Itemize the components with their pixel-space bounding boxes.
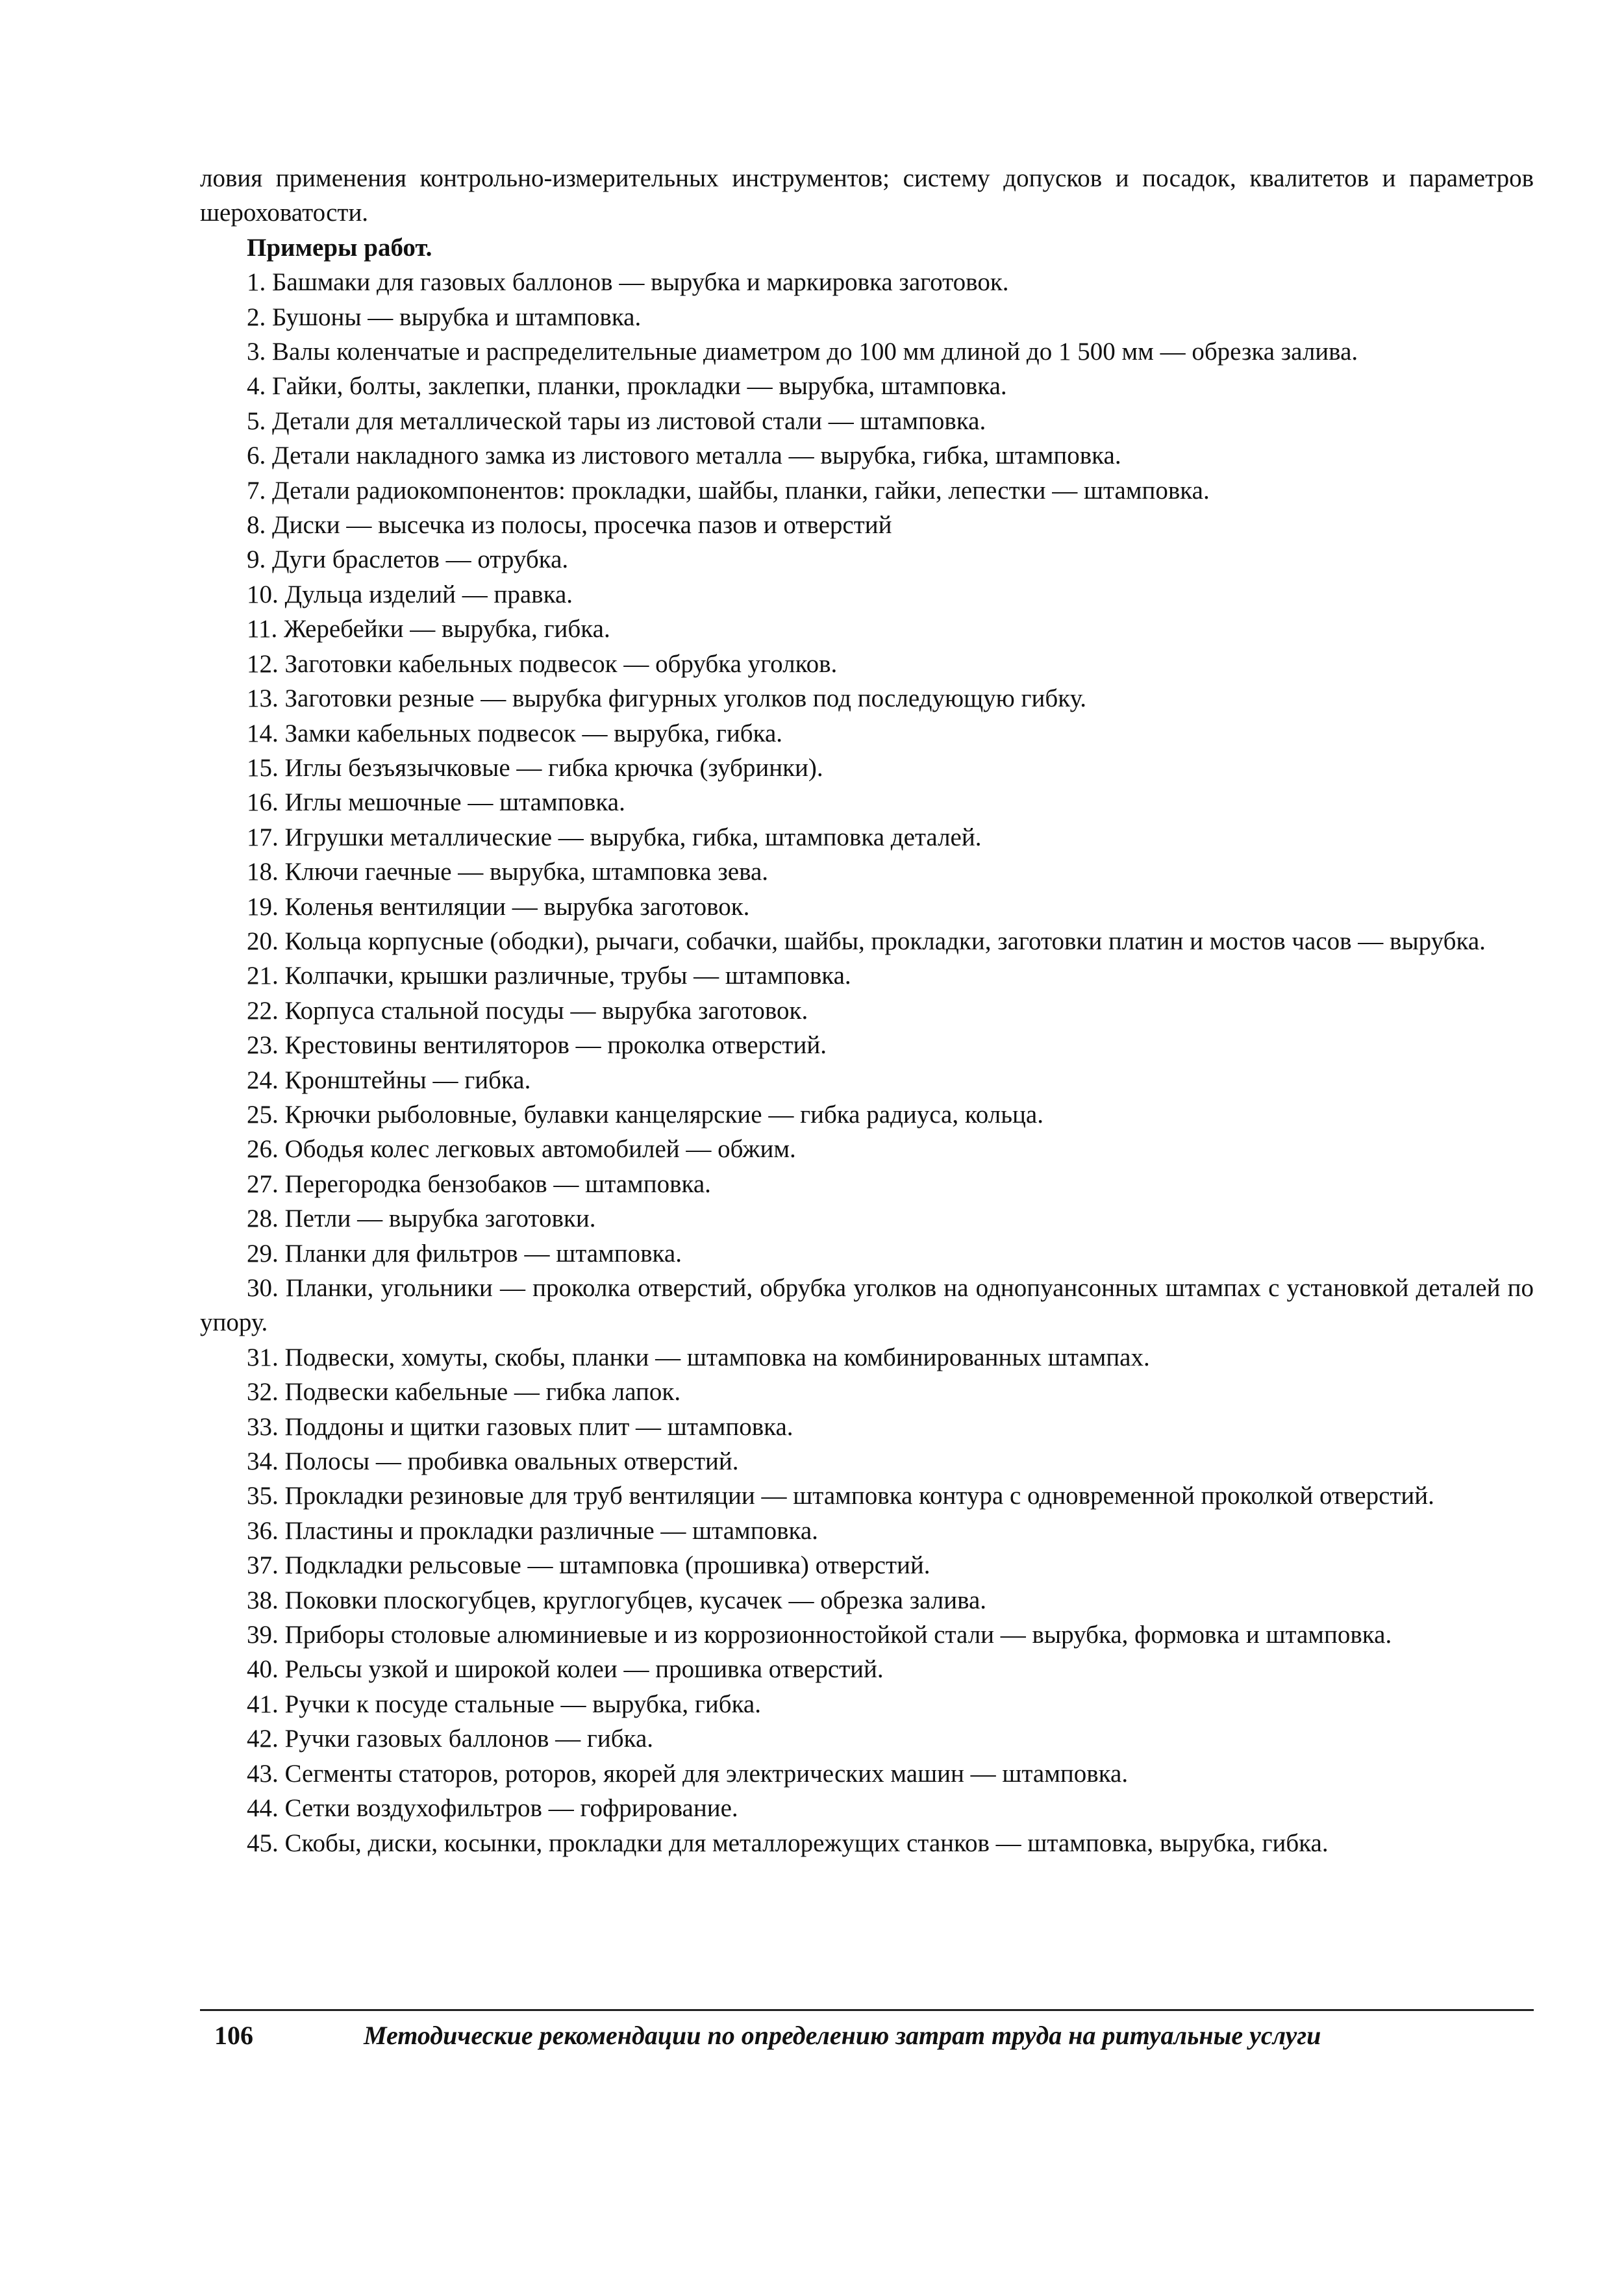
list-item: 11. Жеребейки — вырубка, гибка. xyxy=(247,615,610,644)
list-item: 14. Замки кабельных подвесок — вырубка, гибка. xyxy=(247,719,783,747)
list-item: 30. Планки, угольники — проколка отверстий, обрубка уголков на однопуансонных штампах с установкой деталей по упору. xyxy=(200,1274,1534,1337)
intro-paragraph: ловия применения контрольно-измерительных инструментов; систему допусков и посадок, квалитетов и параметров шероховатости. xyxy=(200,164,1534,227)
examples-list xyxy=(200,265,1534,1860)
page-number: 106 xyxy=(214,2021,253,2050)
list-item: 6. Детали накладного замка из листового металла — вырубка, гибка, штамповка. xyxy=(247,442,1121,470)
list-item: 10. Дульца изделий — правка. xyxy=(247,580,573,608)
list-item: 32. Подвески кабельные — гибка лапок. xyxy=(247,1378,681,1406)
list-item: 44. Сетки воздухофильтров — гофрирование. xyxy=(247,1794,738,1823)
list-item: 2. Бушоны — вырубка и штамповка. xyxy=(247,303,642,331)
list-item: 31. Подвески, хомуты, скобы, планки — штамповка на комбинированных штампах. xyxy=(247,1343,1150,1371)
list-item: 16. Иглы мешочные — штамповка. xyxy=(247,788,625,817)
page-footer xyxy=(200,2016,1534,2055)
list-item: 22. Корпуса стальной посуды — вырубка заготовок. xyxy=(247,996,808,1025)
list-item: 25. Крючки рыболовные, булавки канцелярские — гибка радиуса, кольца. xyxy=(247,1100,1043,1129)
body-text xyxy=(200,161,1534,1860)
list-item: 18. Ключи гаечные — вырубка, штамповка зева. xyxy=(247,858,769,886)
list-item: 3. Валы коленчатые и распределительные диаметром до 100 мм длиной до 1 500 мм — обрезка залива. xyxy=(247,338,1358,366)
list-item: 20. Кольца корпусные (ободки), рычаги, собачки, шайбы, прокладки, заготовки платин и мостов часов — вырубка. xyxy=(247,927,1486,955)
list-item: 38. Поковки плоскогубцев, круглогубцев, кусачек — обрезка залива. xyxy=(247,1586,987,1614)
list-item: 7. Детали радиокомпонентов: прокладки, шайбы, планки, гайки, лепестки — штамповка. xyxy=(247,476,1210,505)
list-item: 9. Дуги браслетов — отрубка. xyxy=(247,545,569,574)
list-item: 26. Ободья колес легковых автомобилей — обжим. xyxy=(247,1135,796,1164)
list-item: 24. Кронштейны — гибка. xyxy=(247,1066,531,1094)
list-item: 35. Прокладки резиновые для труб вентиляции — штамповка контура с одновременной проколкой отверстий. xyxy=(247,1482,1434,1510)
list-item: 17. Игрушки металлические — вырубка, гибка, штамповка деталей. xyxy=(247,823,982,851)
list-item: 5. Детали для металлической тары из листовой стали — штамповка. xyxy=(247,406,986,435)
list-item: 33. Поддоны и щитки газовых плит — штамповка. xyxy=(247,1412,793,1441)
list-item: 45. Скобы, диски, косынки, прокладки для металлорежущих станков — штамповка, вырубка, гибка. xyxy=(247,1829,1329,1857)
list-item: 42. Ручки газовых баллонов — гибка. xyxy=(247,1725,654,1753)
list-item: 28. Петли — вырубка заготовки. xyxy=(247,1205,596,1233)
list-item: 19. Коленья вентиляции — вырубка заготовок. xyxy=(247,892,750,921)
list-item: 21. Колпачки, крышки различные, трубы — штамповка. xyxy=(247,962,851,990)
footer-title: Методические рекомендации по определению затрат труда на ритуальные услуги xyxy=(364,2021,1321,2050)
list-item: 29. Планки для фильтров — штамповка. xyxy=(247,1239,682,1268)
list-item: 8. Диски — высечка из полосы, просечка пазов и отверстий xyxy=(247,511,892,540)
list-item: 4. Гайки, болты, заклепки, планки, прокладки — вырубка, штамповка. xyxy=(247,372,1007,401)
footer-divider xyxy=(200,2009,1534,2011)
list-item: 23. Крестовины вентиляторов — проколка отверстий. xyxy=(247,1031,827,1060)
list-item: 40. Рельсы узкой и широкой колеи — прошивка отверстий. xyxy=(247,1655,884,1684)
list-item: 1. Башмаки для газовых баллонов — вырубка и маркировка заготовок. xyxy=(247,268,1009,297)
list-item: 27. Перегородка бензобаков — штамповка. xyxy=(247,1169,711,1198)
list-item: 34. Полосы — пробивка овальных отверстий. xyxy=(247,1447,739,1476)
list-item: 37. Подкладки рельсовые — штамповка (прошивка) отверстий. xyxy=(247,1551,931,1580)
list-item: 39. Приборы столовые алюминиевые и из коррозионностойкой стали — вырубка, формовка и штамповка. xyxy=(247,1621,1392,1649)
list-item: 15. Иглы безъязычковые — гибка крючка (зубринки). xyxy=(247,753,823,782)
list-item: 12. Заготовки кабельных подвесок — обрубка уголков. xyxy=(247,649,838,678)
list-item: 41. Ручки к посуде стальные — вырубка, гибка. xyxy=(247,1690,761,1718)
section-heading: Примеры работ. xyxy=(247,233,432,262)
list-item: 43. Сегменты статоров, роторов, якорей для электрических машин — штамповка. xyxy=(247,1759,1129,1788)
list-item: 13. Заготовки резные — вырубка фигурных уголков под последующую гибку. xyxy=(247,684,1086,713)
list-item: 36. Пластины и прокладки различные — штамповка. xyxy=(247,1516,818,1545)
